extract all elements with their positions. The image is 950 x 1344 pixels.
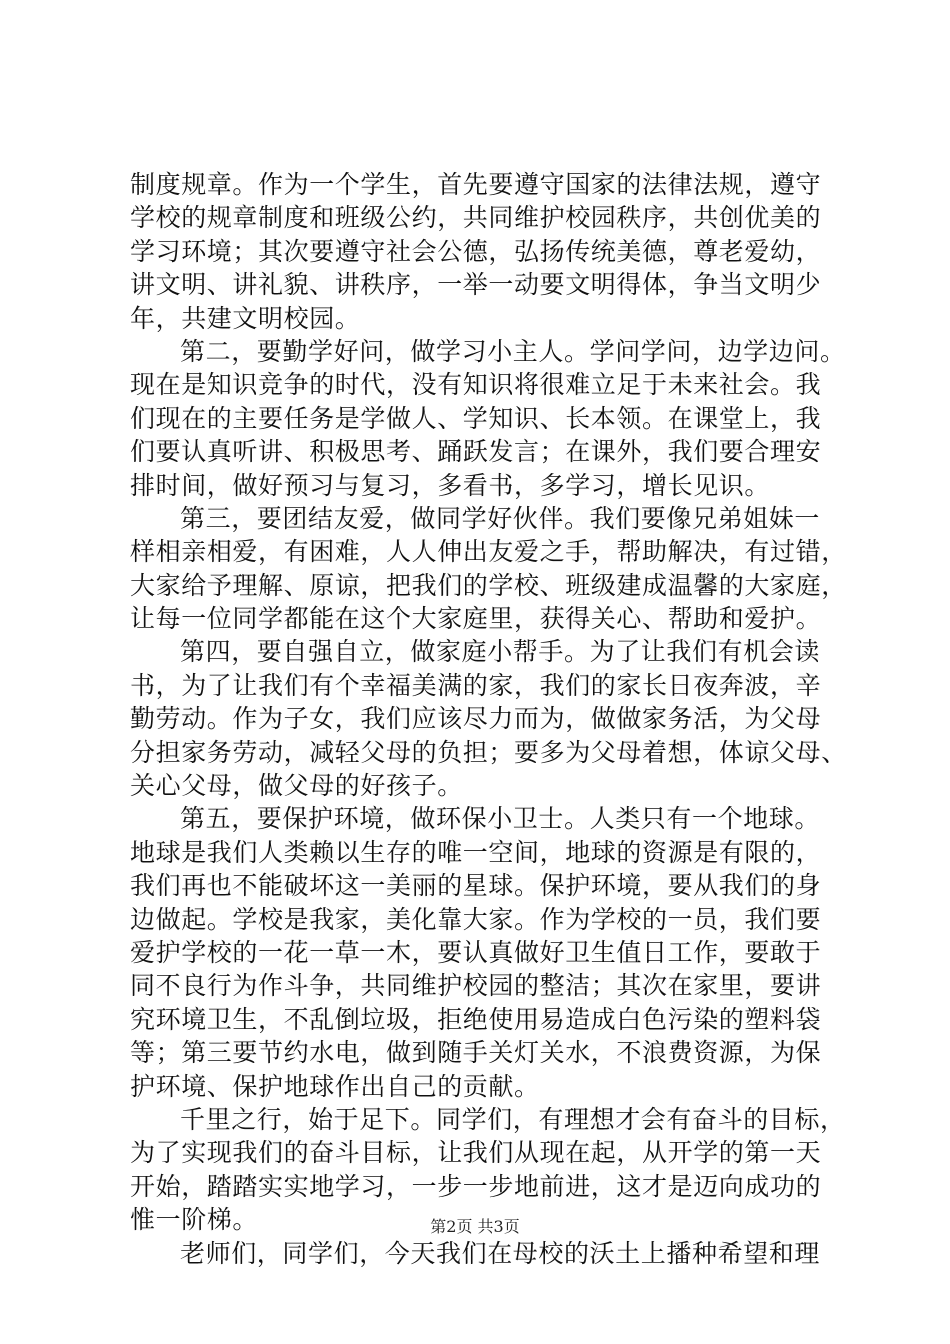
text-line: 让每一位同学都能在这个大家庭里，获得关心、帮助和爱护。 — [130, 604, 822, 634]
text-line: 为了实现我们的奋斗目标，让我们从现在起，从开学的第一天 — [130, 1138, 822, 1168]
text-line: 关心父母，做父母的好孩子。 — [130, 771, 463, 801]
text-line: 分担家务劳动，减轻父母的负担；要多为父母着想，体谅父母、 — [130, 737, 847, 767]
text-line: 讲文明、讲礼貌、讲秩序，一举一动要文明得体，争当文明少 — [130, 270, 822, 300]
text-line: 勤劳动。作为子女，我们应该尽力而为，做做家务活，为父母 — [130, 704, 822, 734]
text-line: 老师们，同学们，今天我们在母校的沃土上播种希望和理 — [180, 1238, 821, 1268]
text-line: 第三，要团结友爱，做同学好伙伴。我们要像兄弟姐妹一 — [180, 503, 821, 533]
text-line: 边做起。学校是我家，美化靠大家。作为学校的一员，我们要 — [130, 904, 822, 934]
text-line: 排时间，做好预习与复习，多看书，多学习，增长见识。 — [130, 470, 771, 500]
paragraph-family — [130, 635, 847, 802]
document-body — [130, 168, 847, 1270]
text-line: 地球是我们人类赖以生存的唯一空间，地球的资源是有限的， — [130, 837, 822, 867]
text-line: 学习环境；其次要遵守社会公德，弘扬传统美德，尊老爱幼， — [130, 236, 822, 266]
paragraph-unity — [130, 502, 847, 636]
text-line: 第四，要自强自立，做家庭小帮手。为了让我们有机会读 — [180, 637, 821, 667]
text-line: 究环境卫生，不乱倒垃圾，拒绝使用易造成白色污染的塑料袋 — [130, 1004, 822, 1034]
page-number-footer: 第2页 共3页 — [430, 1217, 520, 1236]
text-line: 学校的规章制度和班级公约，共同维护校园秩序，共创优美的 — [130, 203, 822, 233]
text-line: 样相亲相爱，有困难，人人伸出友爱之手，帮助解决，有过错， — [130, 537, 847, 567]
paragraph-environment — [130, 802, 842, 1103]
text-line: 书，为了让我们有个幸福美满的家，我们的家长日夜奔波，辛 — [130, 670, 822, 700]
text-line: 护环境、保护地球作出自己的贡献。 — [130, 1071, 540, 1101]
text-line: 大家给予理解、原谅，把我们的学校、班级建成温馨的大家庭， — [130, 570, 847, 600]
text-line: 现在是知识竞争的时代，没有知识将很难立足于未来社会。我 — [130, 370, 822, 400]
paragraph-closing — [130, 1237, 842, 1270]
text-line: 第二，要勤学好问，做学习小主人。学问学问，边学边问。 — [180, 336, 846, 366]
text-line: 们现在的主要任务是学做人、学知识、长本领。在课堂上，我 — [130, 403, 822, 433]
text-line: 年，共建文明校园。 — [130, 303, 361, 333]
text-line: 制度规章。作为一个学生，首先要遵守国家的法律法规，遵守 — [130, 170, 822, 199]
paragraph-rules — [130, 168, 842, 335]
text-line: 惟一阶梯。 — [130, 1205, 259, 1235]
text-line: 爱护学校的一花一草一木，要认真做好卫生值日工作，要敢于 — [130, 937, 822, 967]
paragraph-study — [130, 335, 846, 502]
text-line: 第五，要保护环境，做环保小卫士。人类只有一个地球。 — [180, 804, 821, 834]
text-line: 等；第三要节约水电，做到随手关灯关水，不浪费资源，为保 — [130, 1038, 822, 1068]
text-line: 我们再也不能破坏这一美丽的星球。保护环境，要从我们的身 — [130, 871, 822, 901]
text-line: 们要认真听讲、积极思考、踊跃发言；在课外，我们要合理安 — [130, 437, 822, 467]
text-line: 开始，踏踏实实地学习，一步一步地前进，这才是迈向成功的 — [130, 1171, 822, 1201]
text-line: 同不良行为作斗争，共同维护校园的整洁；其次在家里，要讲 — [130, 971, 822, 1001]
text-line: 千里之行，始于足下。同学们，有理想才会有奋斗的目标， — [180, 1104, 846, 1134]
